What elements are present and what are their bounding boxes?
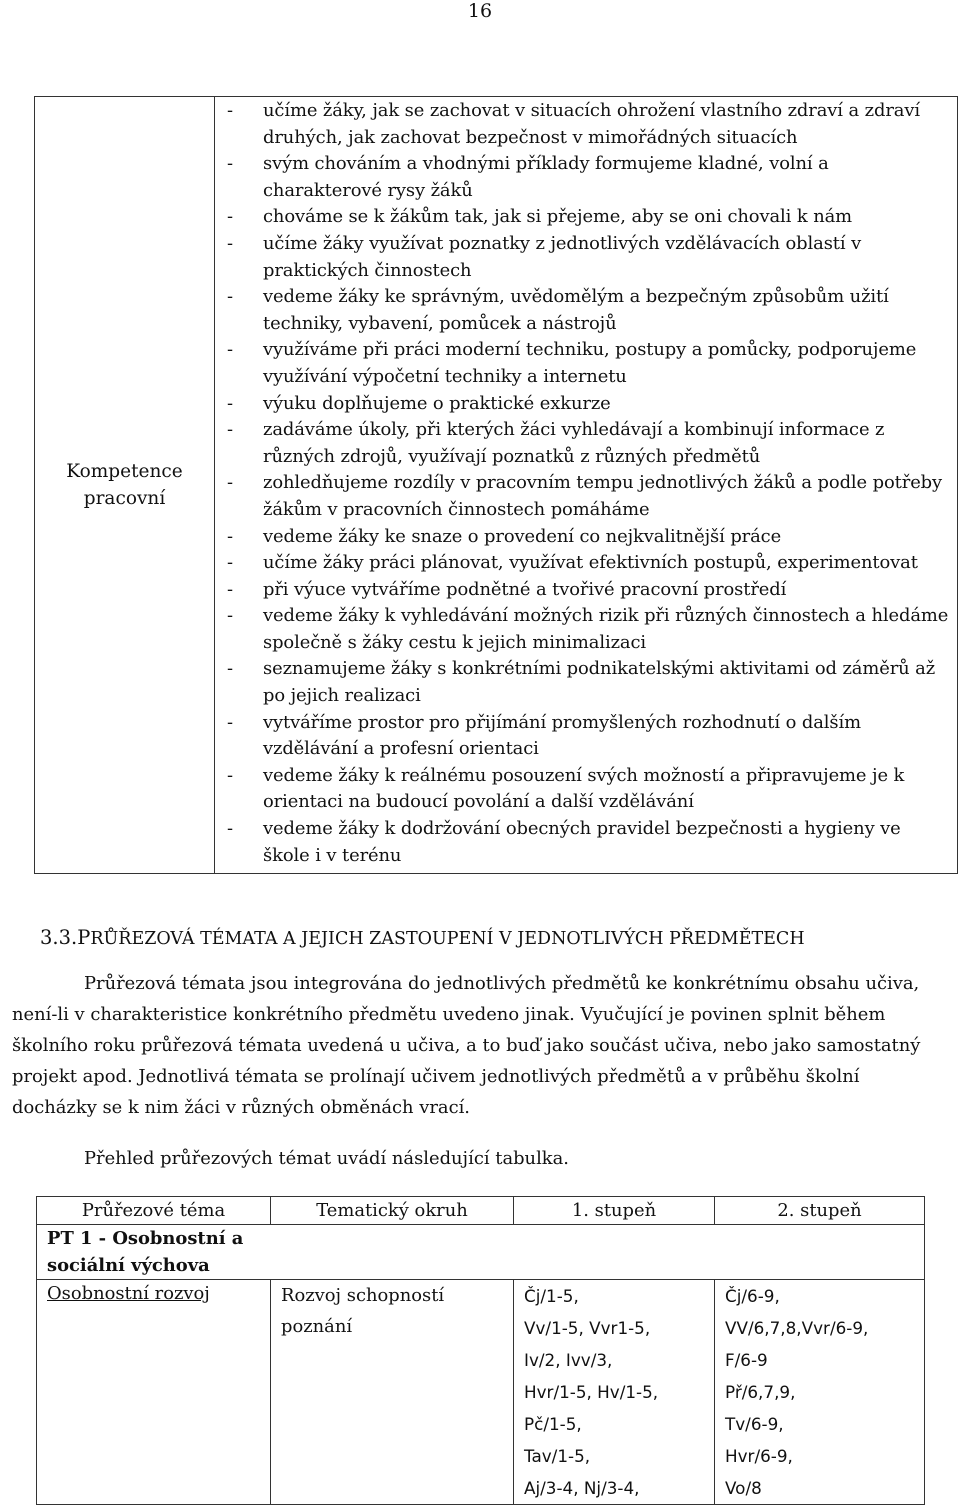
- competence-list: [227, 98, 951, 869]
- list-dash: -: [227, 153, 233, 175]
- competence-list-item: [227, 524, 951, 551]
- competence-item-text: chováme se k žákům tak, jak si přejeme, aby se oni chovali k nám: [263, 206, 853, 228]
- intro-paragraph-block: [12, 968, 947, 1123]
- pt-stage1-entry: Čj/1-5,: [524, 1286, 579, 1306]
- pt-group-row: [37, 1225, 925, 1280]
- list-dash: -: [227, 578, 233, 600]
- list-dash: -: [227, 605, 233, 627]
- overview-sentence: Přehled průřezových témat uvádí následující tabulka.: [84, 1148, 569, 1169]
- competence-list-item: [227, 151, 951, 204]
- competence-item-text: vedeme žáky k dodržování obecných pravidel bezpečnosti a hygieny ve škole i v terénu: [263, 818, 901, 866]
- list-dash: -: [227, 286, 233, 308]
- pt-stage1-entry: Tav/1-5,: [524, 1446, 591, 1466]
- section-title-rest: RŮŘEZOVÁ TÉMATA A JEJICH ZASTOUPENÍ V JEDNOTLIVÝCH PŘEDMĚTECH: [90, 929, 805, 949]
- pt-header-topic: Průřezové téma: [37, 1197, 271, 1225]
- pt-stage1-entry: Pč/1-5,: [524, 1414, 582, 1434]
- pt-stage2-entry: Čj/6-9,: [725, 1286, 780, 1306]
- list-dash: -: [227, 100, 233, 121]
- competence-item-text: výuku doplňujeme o praktické exkurze: [263, 392, 611, 414]
- competence-item-text: učíme žáky využívat poznatky z jednotlivých vzdělávacích oblastí v praktických činnostech: [263, 232, 862, 281]
- pt-stage1-cell: [514, 1280, 715, 1505]
- intro-paragraph: Průřezová témata jsou integrována do jednotlivých předmětů ke konkrétnímu obsahu učiva, není-li v charakteristice konkrétního předmětu uvedeno jinak. Vyučující je povinen splnit během školního roku průřezová témata uvedená u učiva, a to buď jako součást učiva, nebo jako samostatný projekt apod. Jednotlivá témata se prolínají učivem jednotlivých předmětů a v průběhu školní docházky se k nim žáci v různých obměnách vrací.: [12, 973, 921, 1118]
- competence-list-item: [227, 603, 951, 656]
- pt-table-header-row: [37, 1197, 925, 1225]
- competence-list-item: [227, 577, 951, 604]
- pt-header-stage1: 1. stupeň: [514, 1197, 715, 1225]
- competence-list-item: [227, 816, 951, 869]
- list-dash: -: [227, 419, 233, 441]
- competence-label-cell: [35, 97, 215, 874]
- pt-group-title-cell: [37, 1225, 925, 1280]
- page-number: 16: [467, 0, 493, 22]
- section-heading: [40, 924, 805, 953]
- list-dash: -: [227, 472, 233, 494]
- competence-item-text: svým chováním a vhodnými příklady formujeme kladné, volní a charakterové rysy žáků: [263, 153, 829, 201]
- competence-label-line2: pracovní: [83, 488, 166, 510]
- pt-group-title: PT 1 - Osobnostní a sociální výchova: [47, 1228, 244, 1276]
- competence-list-item: [227, 284, 951, 337]
- competence-item-text: seznamujeme žáky s konkrétními podnikatelskými aktivitami od záměrů až po jejich realizaci: [263, 658, 936, 707]
- pt-stage2-entry: F/6-9: [725, 1350, 768, 1370]
- pt-area-cell: [271, 1280, 514, 1505]
- list-dash: -: [227, 392, 233, 414]
- competence-list-item: [227, 550, 951, 577]
- pt-table-row: [37, 1280, 925, 1505]
- list-dash: -: [227, 711, 233, 733]
- pt-stage1-entry: Iv/2, Ivv/3,: [524, 1350, 613, 1370]
- competence-item-text: vedeme žáky k vyhledávání možných rizik při různých činnostech a hledáme společně s žáky cestu k jejich minimalizaci: [263, 605, 949, 653]
- competence-list-item: [227, 391, 951, 418]
- competence-list-item: [227, 98, 951, 151]
- list-dash: -: [227, 818, 233, 840]
- competence-label-line1: Kompetence: [66, 461, 183, 483]
- list-dash: -: [227, 764, 233, 786]
- pt-stage2-entry: Vo/8: [725, 1478, 762, 1498]
- competence-item-text: učíme žáky práci plánovat, využívat efektivních postupů, experimentovat: [263, 552, 918, 574]
- pt-stage2-entry: Tv/6-9,: [725, 1414, 784, 1434]
- pt-stage1-entry: Vv/1-5, Vvr1-5,: [524, 1318, 651, 1338]
- competence-item-text: učíme žáky, jak se zachovat v situacích ohrožení vlastního zdraví a zdraví druhých, jak zachovat bezpečnost v mimořádných situacích: [263, 100, 920, 148]
- list-dash: -: [227, 339, 233, 361]
- competence-list-item: [227, 337, 951, 390]
- competence-item-text: vytváříme prostor pro přijímání promyšlených rozhodnutí o dalším vzdělávání a profesní orientaci: [263, 711, 861, 760]
- list-dash: -: [227, 552, 233, 574]
- competence-list-item: [227, 204, 951, 231]
- competence-item-text: při výuce vytváříme podnětné a tvořivé pracovní prostředí: [263, 578, 787, 600]
- pt-area-line1: Rozvoj schopností: [281, 1285, 445, 1306]
- competence-item-text: zohledňujeme rozdíly v pracovním tempu jednotlivých žáků a podle potřeby žákům v pracovních činnostech pomáháme: [263, 472, 943, 520]
- competence-item-text: vedeme žáky ke snaze o provedení co nejkvalitnější práce: [263, 525, 782, 547]
- competence-table: [34, 96, 958, 874]
- pt-stage1-entry: Hvr/1-5, Hv/1-5,: [524, 1382, 659, 1402]
- pt-stage2-entry: Př/6,7,9,: [725, 1382, 796, 1402]
- competence-list-item: [227, 231, 951, 284]
- pt-header-area: Tematický okruh: [271, 1197, 514, 1225]
- competence-list-item: [227, 710, 951, 763]
- competence-item-text: zadáváme úkoly, při kterých žáci vyhledávají a kombinují informace z různých zdrojů, využívají poznatků z různých předmětů: [263, 419, 885, 467]
- list-dash: -: [227, 525, 233, 547]
- pt-stage2-cell: [715, 1280, 925, 1505]
- pt-stage1-entry: Aj/3-4, Nj/3-4,: [524, 1478, 640, 1498]
- section-title-initial: P: [77, 926, 91, 949]
- competence-list-item: [227, 417, 951, 470]
- section-number: 3.3.: [40, 926, 78, 949]
- competence-item-text: využíváme při práci moderní techniku, postupy a pomůcky, podporujeme využívání výpočetní techniky a internetu: [263, 339, 917, 387]
- competence-list-item: [227, 763, 951, 816]
- list-dash: -: [227, 206, 233, 228]
- pt-area-line2: poznání: [281, 1316, 353, 1337]
- competence-list-item: [227, 470, 951, 523]
- competence-item-text: vedeme žáky ke správným, uvědomělým a bezpečným způsobům užití techniky, vybavení, pomůcek a nástrojů: [263, 286, 889, 334]
- pt-stage1-list: [524, 1280, 704, 1504]
- pt-topic-cell: [37, 1280, 271, 1505]
- competence-list-item: [227, 656, 951, 709]
- pt-stage2-entry: VV/6,7,8,Vvr/6-9,: [725, 1318, 869, 1338]
- pt-topic-link[interactable]: Osobnostní rozvoj: [47, 1283, 210, 1304]
- pt-table: [36, 1196, 925, 1505]
- list-dash: -: [227, 232, 233, 254]
- pt-header-stage2: 2. stupeň: [715, 1197, 925, 1225]
- pt-stage2-entry: Hvr/6-9,: [725, 1446, 793, 1466]
- competence-item-text: vedeme žáky k reálnému posouzení svých možností a připravujeme je k orientaci na budoucí povolání a další vzdělávání: [263, 764, 905, 813]
- competence-items-cell: [215, 97, 958, 874]
- pt-stage2-list: [725, 1280, 914, 1504]
- list-dash: -: [227, 658, 233, 680]
